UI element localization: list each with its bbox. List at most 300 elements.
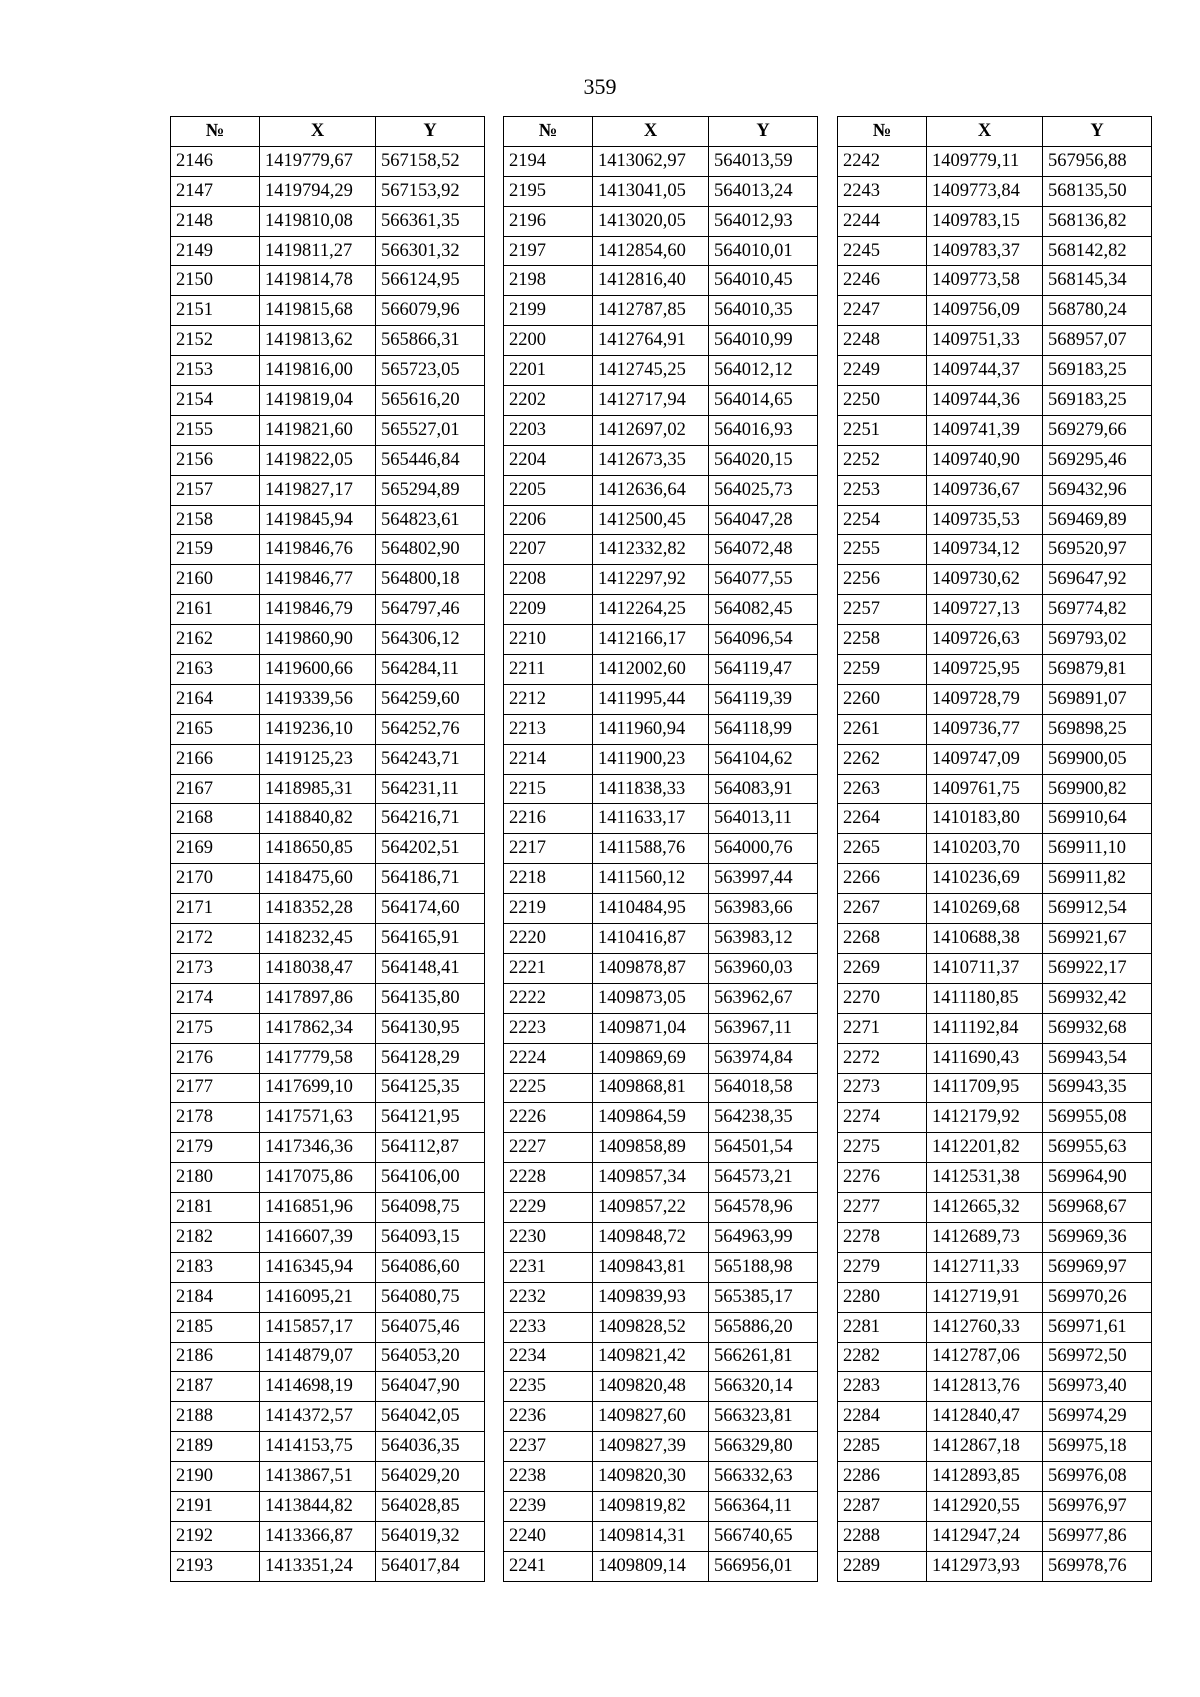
x-coordinate-cell: 1418038,47 [260,953,376,983]
x-coordinate-cell: 1409828,52 [593,1312,709,1342]
y-coordinate-cell: 564042,05 [376,1402,485,1432]
point-number-cell: 2270 [838,983,927,1013]
point-number-cell: 2229 [504,1193,593,1223]
point-number-cell: 2259 [838,655,927,685]
point-number-cell: 2151 [171,296,260,326]
y-coordinate-cell: 569912,54 [1043,894,1152,924]
table-row [504,1462,818,1492]
table-row [838,266,1152,296]
point-number-cell: 2174 [171,983,260,1013]
x-coordinate-cell: 1412787,85 [593,296,709,326]
table-row [504,804,818,834]
table-row [504,864,818,894]
x-coordinate-cell: 1419600,66 [260,655,376,685]
table-row [838,386,1152,416]
table-row [838,894,1152,924]
point-number-cell: 2237 [504,1432,593,1462]
table-row [504,774,818,804]
table-row [504,1193,818,1223]
y-coordinate-cell: 564128,29 [376,1043,485,1073]
x-coordinate-cell: 1412711,33 [927,1252,1043,1282]
table-row [838,1193,1152,1223]
x-coordinate-cell: 1409839,93 [593,1282,709,1312]
y-coordinate-cell: 564259,60 [376,684,485,714]
table-row [171,1491,485,1521]
x-coordinate-cell: 1409744,36 [927,386,1043,416]
table-row [838,356,1152,386]
y-coordinate-cell: 569976,08 [1043,1462,1152,1492]
y-coordinate-cell: 564010,99 [709,326,818,356]
point-number-cell: 2207 [504,535,593,565]
point-number-cell: 2235 [504,1372,593,1402]
table-row [838,1222,1152,1252]
y-coordinate-cell: 569975,18 [1043,1432,1152,1462]
table-row [838,1342,1152,1372]
y-coordinate-cell: 564016,93 [709,415,818,445]
y-coordinate-cell: 568957,07 [1043,326,1152,356]
y-coordinate-cell: 569922,17 [1043,953,1152,983]
y-coordinate-cell: 564238,35 [709,1103,818,1133]
point-number-cell: 2271 [838,1013,927,1043]
point-number-cell: 2198 [504,266,593,296]
table-row [838,1551,1152,1581]
y-coordinate-cell: 564083,91 [709,774,818,804]
x-coordinate-cell: 1418232,45 [260,924,376,954]
table-row [504,326,818,356]
point-number-cell: 2278 [838,1222,927,1252]
table-row [504,1013,818,1043]
x-coordinate-cell: 1411995,44 [593,684,709,714]
x-coordinate-cell: 1412719,91 [927,1282,1043,1312]
y-coordinate-cell: 564119,39 [709,684,818,714]
table-body [504,146,818,1581]
point-number-cell: 2265 [838,834,927,864]
point-number-cell: 2228 [504,1163,593,1193]
y-coordinate-cell: 564104,62 [709,744,818,774]
y-coordinate-cell: 564029,20 [376,1462,485,1492]
x-coordinate-cell: 1409726,63 [927,625,1043,655]
x-coordinate-cell: 1413020,05 [593,206,709,236]
point-number-cell: 2168 [171,804,260,834]
y-coordinate-cell: 564098,75 [376,1193,485,1223]
point-number-cell: 2204 [504,445,593,475]
y-coordinate-cell: 564797,46 [376,595,485,625]
table-row [838,714,1152,744]
y-coordinate-cell: 569971,61 [1043,1312,1152,1342]
point-number-cell: 2175 [171,1013,260,1043]
point-number-cell: 2195 [504,176,593,206]
table-row [171,894,485,924]
x-coordinate-cell: 1409751,33 [927,326,1043,356]
point-number-cell: 2176 [171,1043,260,1073]
table-row [504,1551,818,1581]
x-coordinate-cell: 1417699,10 [260,1073,376,1103]
y-coordinate-cell: 569968,67 [1043,1193,1152,1223]
point-number-cell: 2219 [504,894,593,924]
y-coordinate-cell: 566956,01 [709,1551,818,1581]
table-row [171,1342,485,1372]
y-coordinate-cell: 569774,82 [1043,595,1152,625]
point-number-cell: 2201 [504,356,593,386]
y-coordinate-cell: 564578,96 [709,1193,818,1223]
y-coordinate-cell: 566361,35 [376,206,485,236]
point-number-cell: 2282 [838,1342,927,1372]
y-coordinate-cell: 569976,97 [1043,1491,1152,1521]
x-coordinate-cell: 1417897,86 [260,983,376,1013]
table-row [838,774,1152,804]
y-coordinate-cell: 564130,95 [376,1013,485,1043]
y-coordinate-cell: 569279,66 [1043,415,1152,445]
y-coordinate-cell: 564012,12 [709,356,818,386]
x-coordinate-cell: 1409857,22 [593,1193,709,1223]
table-row [504,236,818,266]
x-coordinate-cell: 1412867,18 [927,1432,1043,1462]
x-coordinate-cell: 1412920,55 [927,1491,1043,1521]
table-row [504,266,818,296]
table-row [838,625,1152,655]
table-row [838,1372,1152,1402]
point-number-cell: 2218 [504,864,593,894]
point-number-cell: 2153 [171,356,260,386]
table-row [838,445,1152,475]
point-number-cell: 2189 [171,1432,260,1462]
point-number-cell: 2255 [838,535,927,565]
y-coordinate-cell: 569900,82 [1043,774,1152,804]
table-row [838,1013,1152,1043]
table-row [838,595,1152,625]
x-coordinate-cell: 1412297,92 [593,565,709,595]
y-coordinate-cell: 569910,64 [1043,804,1152,834]
x-coordinate-cell: 1409821,42 [593,1342,709,1372]
y-coordinate-cell: 564018,58 [709,1073,818,1103]
point-number-cell: 2254 [838,505,927,535]
point-number-cell: 2289 [838,1551,927,1581]
point-number-cell: 2170 [171,864,260,894]
table-row [838,535,1152,565]
x-coordinate-cell: 1412813,76 [927,1372,1043,1402]
x-coordinate-cell: 1411588,76 [593,834,709,864]
column-header-y: Y [1043,117,1152,147]
y-coordinate-cell: 569911,10 [1043,834,1152,864]
table-row [171,1521,485,1551]
x-coordinate-cell: 1413844,82 [260,1491,376,1521]
point-number-cell: 2196 [504,206,593,236]
point-number-cell: 2267 [838,894,927,924]
table-row [838,206,1152,236]
table-row [838,415,1152,445]
point-number-cell: 2243 [838,176,927,206]
column-header-x: X [260,117,376,147]
y-coordinate-cell: 563997,44 [709,864,818,894]
point-number-cell: 2181 [171,1193,260,1223]
y-coordinate-cell: 564186,71 [376,864,485,894]
y-coordinate-cell: 563962,67 [709,983,818,1013]
x-coordinate-cell: 1409744,37 [927,356,1043,386]
y-coordinate-cell: 564112,87 [376,1133,485,1163]
point-number-cell: 2210 [504,625,593,655]
table-row [838,744,1152,774]
y-coordinate-cell: 564019,32 [376,1521,485,1551]
point-number-cell: 2180 [171,1163,260,1193]
y-coordinate-cell: 569977,86 [1043,1521,1152,1551]
point-number-cell: 2183 [171,1252,260,1282]
y-coordinate-cell: 564010,35 [709,296,818,326]
table-row [838,326,1152,356]
table-row [504,1372,818,1402]
point-number-cell: 2225 [504,1073,593,1103]
x-coordinate-cell: 1419236,10 [260,714,376,744]
x-coordinate-cell: 1419819,04 [260,386,376,416]
point-number-cell: 2245 [838,236,927,266]
y-coordinate-cell: 569432,96 [1043,475,1152,505]
x-coordinate-cell: 1409779,11 [927,146,1043,176]
x-coordinate-cell: 1410416,87 [593,924,709,954]
y-coordinate-cell: 569969,36 [1043,1222,1152,1252]
x-coordinate-cell: 1412947,24 [927,1521,1043,1551]
x-coordinate-cell: 1412717,94 [593,386,709,416]
table-row [171,1462,485,1492]
y-coordinate-cell: 564053,20 [376,1342,485,1372]
y-coordinate-cell: 564118,99 [709,714,818,744]
x-coordinate-cell: 1412264,25 [593,595,709,625]
column-header-y: Y [376,117,485,147]
point-number-cell: 2274 [838,1103,927,1133]
table-row [504,176,818,206]
y-coordinate-cell: 569932,68 [1043,1013,1152,1043]
x-coordinate-cell: 1417346,36 [260,1133,376,1163]
y-coordinate-cell: 566740,65 [709,1521,818,1551]
x-coordinate-cell: 1412179,92 [927,1103,1043,1133]
point-number-cell: 2208 [504,565,593,595]
point-number-cell: 2194 [504,146,593,176]
point-number-cell: 2285 [838,1432,927,1462]
y-coordinate-cell: 563960,03 [709,953,818,983]
point-number-cell: 2202 [504,386,593,416]
point-number-cell: 2286 [838,1462,927,1492]
table-row [171,356,485,386]
x-coordinate-cell: 1412697,02 [593,415,709,445]
table-row [838,236,1152,266]
table-row [171,146,485,176]
table-row [838,1312,1152,1342]
table-row [838,983,1152,1013]
y-coordinate-cell: 563974,84 [709,1043,818,1073]
table-row [838,655,1152,685]
x-coordinate-cell: 1413062,97 [593,146,709,176]
column-header-y: Y [709,117,818,147]
table-row [504,744,818,774]
table-row [504,595,818,625]
y-coordinate-cell: 567956,88 [1043,146,1152,176]
x-coordinate-cell: 1418840,82 [260,804,376,834]
x-coordinate-cell: 1412002,60 [593,655,709,685]
table-row [171,206,485,236]
y-coordinate-cell: 564252,76 [376,714,485,744]
table-row [171,565,485,595]
point-number-cell: 2247 [838,296,927,326]
table-row [504,475,818,505]
x-coordinate-cell: 1412854,60 [593,236,709,266]
y-coordinate-cell: 566301,32 [376,236,485,266]
point-number-cell: 2206 [504,505,593,535]
table-row [838,1133,1152,1163]
y-coordinate-cell: 564306,12 [376,625,485,655]
table-row [171,386,485,416]
point-number-cell: 2233 [504,1312,593,1342]
x-coordinate-cell: 1413867,51 [260,1462,376,1492]
table-row [171,236,485,266]
table-row [838,1282,1152,1312]
y-coordinate-cell: 564013,59 [709,146,818,176]
table-row [171,595,485,625]
table-row [838,565,1152,595]
y-coordinate-cell: 564165,91 [376,924,485,954]
point-number-cell: 2230 [504,1222,593,1252]
table-row [838,1462,1152,1492]
table-row [504,953,818,983]
x-coordinate-cell: 1412893,85 [927,1462,1043,1492]
point-number-cell: 2155 [171,415,260,445]
point-number-cell: 2258 [838,625,927,655]
table-row [838,804,1152,834]
y-coordinate-cell: 565616,20 [376,386,485,416]
table-row [171,953,485,983]
y-coordinate-cell: 569970,26 [1043,1282,1152,1312]
y-coordinate-cell: 564096,54 [709,625,818,655]
table-row [171,475,485,505]
x-coordinate-cell: 1409873,05 [593,983,709,1013]
x-coordinate-cell: 1418475,60 [260,864,376,894]
column-header-number: № [171,117,260,147]
point-number-cell: 2269 [838,953,927,983]
x-coordinate-cell: 1414372,57 [260,1402,376,1432]
point-number-cell: 2217 [504,834,593,864]
x-coordinate-cell: 1411180,85 [927,983,1043,1013]
y-coordinate-cell: 569972,50 [1043,1342,1152,1372]
coordinates-table-2 [503,116,818,1582]
table-row [838,1402,1152,1432]
table-row [838,505,1152,535]
table-row [171,1133,485,1163]
x-coordinate-cell: 1411838,33 [593,774,709,804]
x-coordinate-cell: 1412973,93 [927,1551,1043,1581]
y-coordinate-cell: 569974,29 [1043,1402,1152,1432]
x-coordinate-cell: 1417571,63 [260,1103,376,1133]
y-coordinate-cell: 564231,11 [376,774,485,804]
table-row [504,1163,818,1193]
x-coordinate-cell: 1409741,39 [927,415,1043,445]
table-row [838,146,1152,176]
point-number-cell: 2224 [504,1043,593,1073]
table-row [504,1252,818,1282]
y-coordinate-cell: 569978,76 [1043,1551,1152,1581]
x-coordinate-cell: 1411633,17 [593,804,709,834]
point-number-cell: 2222 [504,983,593,1013]
y-coordinate-cell: 564216,71 [376,804,485,834]
table-row [171,445,485,475]
table-row [504,565,818,595]
y-coordinate-cell: 564093,15 [376,1222,485,1252]
point-number-cell: 2171 [171,894,260,924]
y-coordinate-cell: 566261,81 [709,1342,818,1372]
y-coordinate-cell: 564017,84 [376,1551,485,1581]
column-header-x: X [593,117,709,147]
y-coordinate-cell: 564013,24 [709,176,818,206]
y-coordinate-cell: 564086,60 [376,1252,485,1282]
point-number-cell: 2288 [838,1521,927,1551]
y-coordinate-cell: 565294,89 [376,475,485,505]
y-coordinate-cell: 569469,89 [1043,505,1152,535]
x-coordinate-cell: 1410183,80 [927,804,1043,834]
table-row [838,1163,1152,1193]
point-number-cell: 2205 [504,475,593,505]
x-coordinate-cell: 1419846,77 [260,565,376,595]
y-coordinate-cell: 566323,81 [709,1402,818,1432]
table-row [838,834,1152,864]
point-number-cell: 2156 [171,445,260,475]
x-coordinate-cell: 1409756,09 [927,296,1043,326]
point-number-cell: 2147 [171,176,260,206]
table-row [171,1013,485,1043]
x-coordinate-cell: 1409809,14 [593,1551,709,1581]
y-coordinate-cell: 564080,75 [376,1282,485,1312]
column-header-number: № [504,117,593,147]
table-row [838,924,1152,954]
table-row [838,953,1152,983]
point-number-cell: 2164 [171,684,260,714]
x-coordinate-cell: 1411709,95 [927,1073,1043,1103]
x-coordinate-cell: 1419815,68 [260,296,376,326]
point-number-cell: 2241 [504,1551,593,1581]
x-coordinate-cell: 1416851,96 [260,1193,376,1223]
x-coordinate-cell: 1416607,39 [260,1222,376,1252]
point-number-cell: 2283 [838,1372,927,1402]
point-number-cell: 2262 [838,744,927,774]
y-coordinate-cell: 564106,00 [376,1163,485,1193]
table-row [171,834,485,864]
x-coordinate-cell: 1419813,62 [260,326,376,356]
y-coordinate-cell: 564501,54 [709,1133,818,1163]
table-row [504,894,818,924]
x-coordinate-cell: 1411690,43 [927,1043,1043,1073]
point-number-cell: 2154 [171,386,260,416]
y-coordinate-cell: 569943,54 [1043,1043,1152,1073]
table-row [504,146,818,176]
x-coordinate-cell: 1419125,23 [260,744,376,774]
table-row [171,1372,485,1402]
table-body [171,146,485,1581]
y-coordinate-cell: 565446,84 [376,445,485,475]
point-number-cell: 2177 [171,1073,260,1103]
point-number-cell: 2252 [838,445,927,475]
table-row [504,1043,818,1073]
point-number-cell: 2251 [838,415,927,445]
table-header-row [171,117,485,147]
point-number-cell: 2191 [171,1491,260,1521]
table-row [171,1432,485,1462]
table-row [171,625,485,655]
table-row [171,655,485,685]
y-coordinate-cell: 564075,46 [376,1312,485,1342]
x-coordinate-cell: 1409871,04 [593,1013,709,1043]
table-row [171,1073,485,1103]
table-row [171,266,485,296]
y-coordinate-cell: 564013,11 [709,804,818,834]
x-coordinate-cell: 1409783,15 [927,206,1043,236]
point-number-cell: 2160 [171,565,260,595]
x-coordinate-cell: 1409734,12 [927,535,1043,565]
x-coordinate-cell: 1409773,84 [927,176,1043,206]
